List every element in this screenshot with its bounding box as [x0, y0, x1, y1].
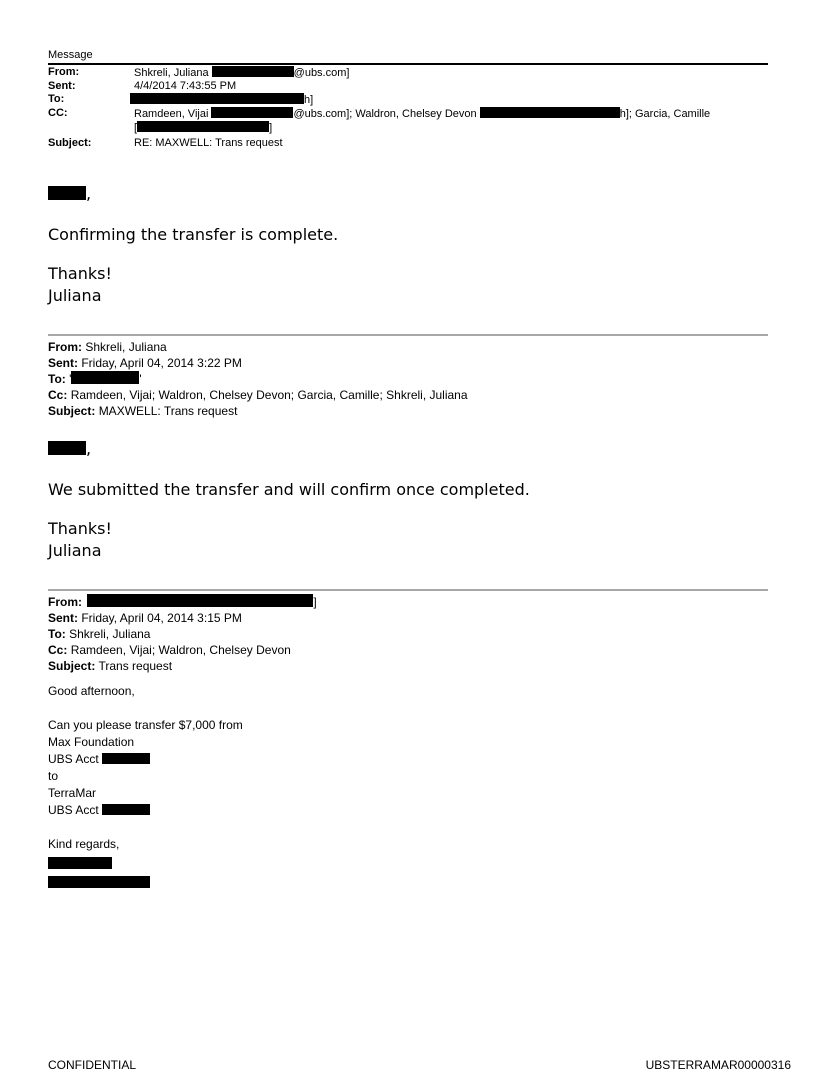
- from-row: [48, 66, 768, 80]
- forwarded-header-1: From: Shkreli, Juliana Sent: Friday, April 04, 2014 3:22 PM To: ' ' Cc: Ramdeen, Vijai; Waldron, Chelsey Devon; Garcia, Camille; Shkreli, Juliana Subject: MAXWELL: Trans request: [48, 340, 468, 418]
- cc-name-1: Ramdeen, Vijai: [134, 108, 209, 120]
- fwd2-to-entity: TerraMar: [48, 786, 97, 800]
- cc-row-cont: [48, 121, 768, 135]
- redaction-block: [48, 441, 86, 455]
- cc-value-3: h]; Garcia, Camille: [619, 108, 711, 120]
- separator-1: [48, 334, 768, 336]
- fwd2-greeting: Good afternoon,: [48, 684, 135, 698]
- fwd2-closing: Kind regards,: [48, 837, 120, 851]
- reply-signature: Juliana: [48, 286, 102, 305]
- confidential-footer: CONFIDENTIAL: [48, 1058, 137, 1072]
- subject-value: RE: MAXWELL: Trans request: [134, 137, 283, 149]
- fwd1-line: We submitted the transfer and will confirm once completed.: [48, 480, 530, 499]
- sent-key: Sent:: [48, 80, 76, 92]
- redaction-block: [212, 66, 294, 77]
- fwd1-body: [48, 438, 768, 562]
- fwd1-sent: Friday, April 04, 2014 3:22 PM: [81, 356, 242, 370]
- subject-row: [48, 137, 768, 150]
- cc-key: CC:: [48, 107, 68, 119]
- sent-row: [48, 80, 768, 93]
- fwd2-subject: Trans request: [98, 659, 173, 673]
- redaction-block: [71, 371, 139, 384]
- header-rule: [48, 63, 768, 65]
- cc-row: [48, 107, 768, 121]
- to-value: h]: [304, 94, 314, 106]
- reply-body: [48, 183, 768, 307]
- fwd2-cc: Ramdeen, Vijai; Waldron, Chelsey Devon: [70, 643, 291, 657]
- email-document: [48, 48, 768, 892]
- redaction-block: [48, 876, 150, 888]
- to-row: [48, 93, 768, 107]
- fwd1-from: Shkreli, Juliana: [85, 340, 167, 354]
- fwd2-to: Shkreli, Juliana: [69, 627, 151, 641]
- fwd1-greeting: ,: [48, 438, 768, 460]
- forwarded-header-2: From: ] Sent: Friday, April 04, 2014 3:15 PM To: Shkreli, Juliana Cc: Ramdeen, Vijai; Waldron, Chelsey Devon Subject: Trans request: [48, 595, 317, 673]
- redaction-block: [480, 107, 620, 118]
- message-header: [48, 66, 768, 150]
- redaction-block: [211, 107, 293, 118]
- separator-2: [48, 589, 768, 591]
- reply-greeting: ,: [48, 183, 768, 205]
- from-name: Shkreli, Juliana: [134, 67, 209, 79]
- redaction-block: [48, 186, 86, 200]
- fwd2-acct2: UBS Acct: [48, 802, 768, 819]
- message-label: Message: [48, 49, 93, 61]
- from-key: From:: [48, 66, 80, 78]
- fwd2-to-word: to: [48, 769, 59, 783]
- fwd2-sent: Friday, April 04, 2014 3:15 PM: [81, 611, 242, 625]
- cc-bracket-close: ]: [269, 122, 273, 134]
- subject-key: Subject:: [48, 137, 92, 149]
- cc-bracket-open: [: [134, 122, 138, 134]
- fwd2-acct1: UBS Acct: [48, 751, 768, 768]
- redaction-block: [87, 594, 313, 607]
- fwd1-signature: Juliana: [48, 541, 102, 560]
- cc-value-2: @ubs.com]; Waldron, Chelsey Devon: [293, 108, 477, 120]
- fwd2-request: Can you please transfer $7,000 from: [48, 718, 243, 732]
- fwd1-subject: MAXWELL: Trans request: [98, 404, 238, 418]
- from-email-domain: @ubs.com]: [293, 67, 350, 79]
- reply-line: Confirming the transfer is complete.: [48, 225, 339, 244]
- reply-thanks: Thanks!: [48, 264, 112, 283]
- sent-value: 4/4/2014 7:43:55 PM: [134, 80, 237, 92]
- redaction-block: [102, 804, 150, 815]
- fwd2-body: [48, 683, 768, 892]
- bates-number: UBSTERRAMAR00000316: [645, 1058, 791, 1072]
- fwd2-from-entity: Max Foundation: [48, 735, 135, 749]
- fwd1-thanks: Thanks!: [48, 519, 112, 538]
- redaction-block: [137, 121, 269, 132]
- to-key: To:: [48, 93, 65, 105]
- redaction-block: [130, 93, 304, 104]
- fwd1-cc: Ramdeen, Vijai; Waldron, Chelsey Devon; Garcia, Camille; Shkreli, Juliana: [70, 388, 468, 402]
- redaction-block: [48, 857, 112, 869]
- redaction-block: [102, 753, 150, 764]
